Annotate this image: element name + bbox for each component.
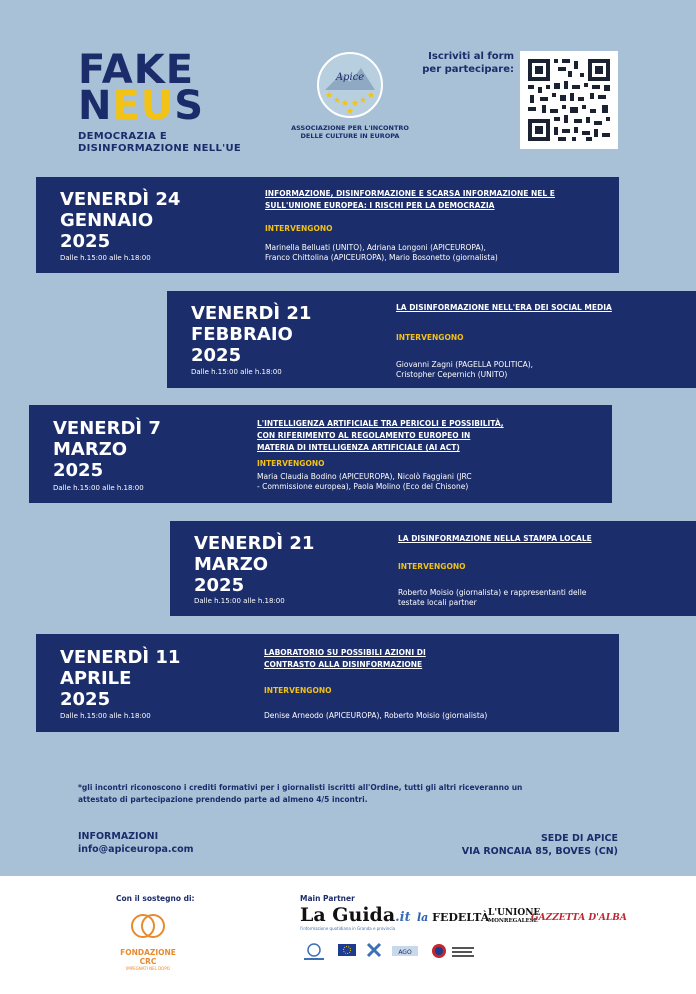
event-intervengono: INTERVENGONO (398, 562, 466, 571)
event-intervengono: INTERVENGONO (264, 686, 332, 695)
info-block (78, 830, 194, 856)
event-time: Dalle h.15:00 alle h.18:00 (194, 597, 285, 605)
apice-caption: ASSOCIAZIONE PER L'INCONTRO DELLE CULTURE IN EUROPA (291, 124, 409, 140)
event-title: LA DISINFORMAZIONE NELL'ERA DEI SOCIAL MEDIA (396, 303, 612, 312)
event-title: LABORATORIO SU POSSIBILI AZIONI DI CONTRASTO ALLA DISINFORMAZIONE (264, 648, 426, 669)
partner-logo-eu-flag-icon (338, 942, 356, 962)
event-card-3 (29, 405, 612, 503)
partner-logo-comeu-icon (300, 942, 328, 962)
svg-text:★: ★ (358, 96, 368, 106)
partner-logo-x-icon (366, 942, 382, 962)
svg-text:★: ★ (324, 91, 334, 101)
event-time: Dalle h.15:00 alle h.18:00 (53, 484, 144, 492)
sede-block (462, 832, 618, 858)
event-title: L'INTELLIGENZA ARTIFICIALE TRA PERICOLI E POSSIBILITÀ, CON RIFERIMENTO AL REGOLAMENTO EUROPEO IN MATERIA DI INTELLIGENZA ARTIFICIALE (AI ACT) (257, 419, 504, 452)
event-date: VENERDÌ 21 FEBBRAIO 2025 (191, 303, 312, 366)
sede-label: SEDE DI APICE (540, 833, 618, 844)
apice-logo (290, 52, 410, 140)
event-card-1 (36, 177, 619, 273)
la-guida-logo: La Guida.it (300, 904, 411, 926)
event-date: VENERDÌ 11 APRILE 2025 (60, 647, 181, 710)
fondazione-crc-logo: FONDAZIONE CRC IMPEGNATI NEL DOPO (112, 911, 184, 971)
fondazione-crc-icon (128, 911, 168, 941)
la-guida-tagline: l'informazione quotidiana in Granda e provincia (300, 926, 396, 931)
event-card-4 (170, 521, 696, 616)
event-intervengono: INTERVENGONO (257, 459, 325, 468)
event-card-2 (167, 291, 696, 388)
event-card-5 (36, 634, 619, 732)
svg-text:★: ★ (350, 99, 360, 109)
svg-text:AGO: AGO (398, 949, 412, 956)
event-intervengono: INTERVENGONO (265, 224, 333, 233)
event-time: Dalle h.15:00 alle h.18:00 (60, 254, 151, 262)
fake-neus-logo: FAKE NEUS (78, 47, 205, 129)
partner-logo-ago-icon (392, 942, 418, 962)
partner-logo-text-icon (452, 942, 478, 962)
event-time: Dalle h.15:00 alle h.18:00 (191, 368, 282, 376)
main-partner-label: Main Partner (300, 894, 355, 903)
event-title: LA DISINFORMAZIONE NELLA STAMPA LOCALE (398, 534, 592, 543)
event-date: VENERDÌ 7 MARZO 2025 (53, 418, 161, 481)
apice-name: Apice (335, 72, 365, 83)
event-title: INFORMAZIONE, DISINFORMAZIONE E SCARSA INFORMAZIONE NEL E SULL'UNIONE EUROPEA: I RISCHI PER LA DEMOCRAZIA (265, 189, 555, 210)
logo-line1: FAKE (78, 47, 195, 93)
info-label: INFORMAZIONI (78, 831, 159, 842)
qr-code-icon[interactable] (520, 51, 618, 149)
la-fedelta-logo: la FEDELTÀ (417, 911, 490, 924)
form-label: Iscriviti al form per partecipare: (422, 51, 514, 75)
partner-logo-badge-icon (430, 942, 448, 962)
svg-text:★: ★ (332, 96, 342, 106)
event-date: VENERDÌ 24 GENNAIO 2025 (60, 189, 181, 252)
event-speakers: Roberto Moisio (giornalista) e rappresentanti delle testate locali partner (398, 588, 587, 607)
event-speakers: Denise Arneodo (APICEUROPA), Roberto Moisio (giornalista) (264, 711, 488, 720)
svg-text:★: ★ (345, 107, 355, 116)
event-time: Dalle h.15:00 alle h.18:00 (60, 712, 151, 720)
svg-text:★: ★ (366, 91, 376, 101)
event-speakers: Marinella Belluati (UNITO), Adriana Longoni (APICEUROPA), Franco Chittolina (APICEUROPA), Mario Bosonetto (giornalista) (265, 243, 498, 262)
sostegno-label: Con il sostegno di: (116, 894, 195, 903)
info-email[interactable]: info@apiceuropa.com (78, 844, 194, 855)
svg-text:★: ★ (340, 99, 350, 109)
logo-subtitle: DEMOCRAZIA E DISINFORMAZIONE NELL'UE (78, 131, 242, 154)
credits-note: *gli incontri riconoscono i crediti formativi per i giornalisti iscritti all'Ordine, tutti gli altri riceveranno un attestato di partecipazione prendendo parte ad almeno 4/5 incontri. (78, 783, 523, 804)
apice-emblem-icon (317, 52, 383, 118)
event-speakers: Maria Claudia Bodino (APICEUROPA), Nicolò Faggiani (JRC - Commissione europea), Paola Molino (Eco del Chisone) (257, 472, 472, 491)
event-intervengono: INTERVENGONO (396, 333, 464, 342)
gazzetta-dalba-logo: GAZZETTA D'ALBA (531, 913, 627, 923)
event-date: VENERDÌ 21 MARZO 2025 (194, 533, 315, 596)
sede-address: VIA RONCAIA 85, BOVES (CN) (461, 846, 618, 857)
unione-monregalese-logo: L'UNIONE MONREGALESE (488, 908, 541, 924)
event-speakers: Giovanni Zagni (PAGELLA POLITICA), Cristopher Cepernich (UNITO) (396, 360, 534, 379)
